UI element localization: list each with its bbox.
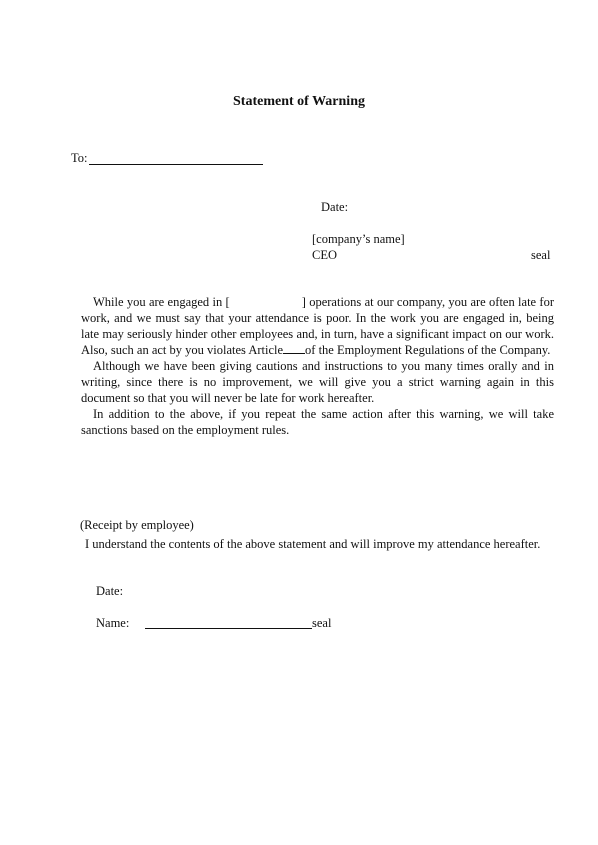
- ceo-seal-label: seal: [531, 248, 551, 262]
- to-label: To:: [71, 151, 88, 165]
- receipt-name-label: Name:: [96, 616, 130, 630]
- company-name: [company’s name]: [312, 232, 405, 246]
- paragraph-1-part-2: ] operations at our company, you are often late for work, and we must say that your attendance is poor. In the work you are engaged in, being late may seriously hinder other employees and, in turn, have a significant impact on our work. Also, such an act by you violates Article: [81, 295, 554, 357]
- article-blank-line: [283, 343, 305, 354]
- receipt-date-label: Date:: [96, 584, 124, 598]
- ceo-label: CEO: [312, 248, 337, 262]
- paragraph-3: In addition to the above, if you repeat the same action after this warning, we will take sanctions based on the employment rules.: [81, 407, 554, 437]
- receipt-seal-label: seal: [312, 616, 332, 630]
- to-blank-line: [89, 164, 263, 165]
- document-title: Statement of Warning: [233, 94, 365, 109]
- name-blank-line: [145, 628, 312, 629]
- receipt-text: I understand the contents of the above statement and will improve my attendance hereafter.: [85, 537, 541, 551]
- receipt-title: (Receipt by employee): [80, 518, 194, 532]
- paragraph-2: Although we have been giving cautions and instructions to you many times orally and in writing, since there is no improvement, we will give you a strict warning again in this document so that you will never be late for work hereafter.: [81, 359, 554, 405]
- paragraph-1-part-3: of the Employment Regulations of the Company.: [305, 343, 551, 357]
- paragraph-1: [81, 294, 554, 358]
- date-label: Date:: [321, 200, 349, 214]
- statement-body: [81, 294, 554, 438]
- paragraph-1-part-1: While you are engaged in [: [93, 295, 230, 309]
